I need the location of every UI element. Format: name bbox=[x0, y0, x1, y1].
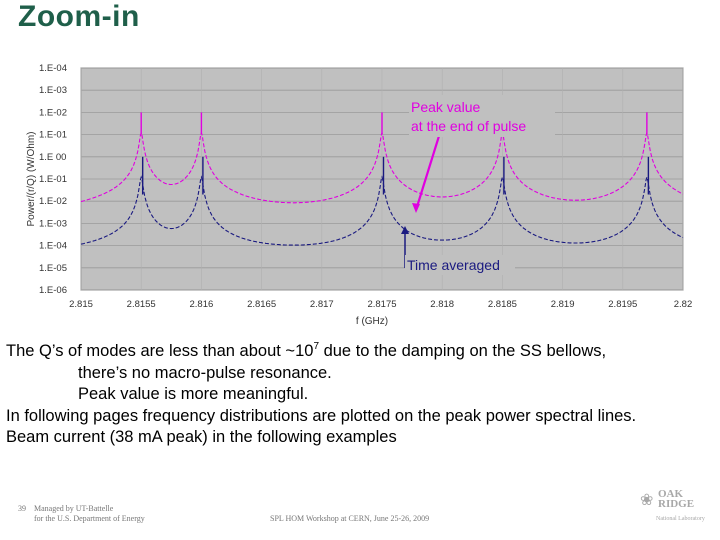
x-tick-label: 2.816 bbox=[189, 299, 214, 310]
y-tick-label: 1.E-06 bbox=[39, 285, 67, 296]
x-tick-label: 2.815 bbox=[69, 299, 93, 310]
y-tick-label: 1.E-04 bbox=[39, 63, 67, 74]
annotation-time-averaged-text: Time averaged bbox=[407, 257, 500, 273]
y-tick-labels bbox=[39, 63, 67, 296]
y-tick-label: 1.E-04 bbox=[39, 240, 67, 252]
page-number: 39 bbox=[18, 504, 26, 513]
y-axis-label: Power/(r/Q) (W/Ohm) bbox=[26, 131, 37, 227]
body-line-4: In following pages frequency distributions are plotted on the peak power spectral lines. bbox=[6, 406, 637, 425]
x-tick-label: 2.819 bbox=[550, 299, 575, 310]
y-tick-label: 1.E-01 bbox=[39, 174, 67, 185]
slide-title: Zoom-in bbox=[18, 0, 140, 33]
x-tick-labels bbox=[69, 299, 692, 310]
y-tick-label: 1.E-01 bbox=[39, 129, 67, 141]
y-tick-label: 1.E-03 bbox=[39, 85, 67, 97]
y-tick-label: 1.E-02 bbox=[39, 107, 67, 119]
x-tick-label: 2.8195 bbox=[608, 299, 638, 310]
x-axis-label: f (GHz) bbox=[355, 316, 389, 327]
x-tick-label: 2.82 bbox=[673, 299, 693, 310]
body-line-5: Beam current (38 mA peak) in the following examples bbox=[6, 428, 397, 447]
body-line-3: Peak value is more meaningful. bbox=[78, 385, 309, 404]
x-tick-label: 2.8165 bbox=[247, 299, 277, 310]
y-tick-label: 1.E 00 bbox=[39, 151, 67, 163]
footer-workshop: SPL HOM Workshop at CERN, June 25-26, 2009 bbox=[270, 514, 430, 523]
logo-mark-icon: ❀ bbox=[640, 492, 654, 509]
body-line-2: there’s no macro-pulse resonance. bbox=[78, 363, 332, 382]
x-tick-label: 2.8175 bbox=[367, 299, 397, 310]
annotation-peak-line2: at the end of pulse bbox=[411, 118, 527, 134]
footer-managed: Managed by UT-Battelle for the U.S. Department of Energy bbox=[34, 504, 145, 523]
x-tick-label: 2.818 bbox=[430, 299, 455, 310]
annotation-peak-line1: Peak value bbox=[411, 99, 481, 115]
y-tick-label: 1.E-05 bbox=[39, 262, 67, 274]
y-tick-label: 1.E-02 bbox=[39, 196, 67, 208]
y-tick-label: 1.E-03 bbox=[39, 218, 67, 230]
ornl-logo: ❀ OAK RIDGE National Laboratory bbox=[640, 488, 705, 522]
x-tick-label: 2.8185 bbox=[487, 299, 517, 310]
x-tick-label: 2.8155 bbox=[126, 299, 156, 310]
body-line-1: The Q’s of modes are less than about $\sim 10^7$ due to the damping on the SS bellows, bbox=[6, 340, 607, 360]
x-tick-label: 2.817 bbox=[309, 299, 334, 310]
slide-body bbox=[6, 341, 714, 449]
